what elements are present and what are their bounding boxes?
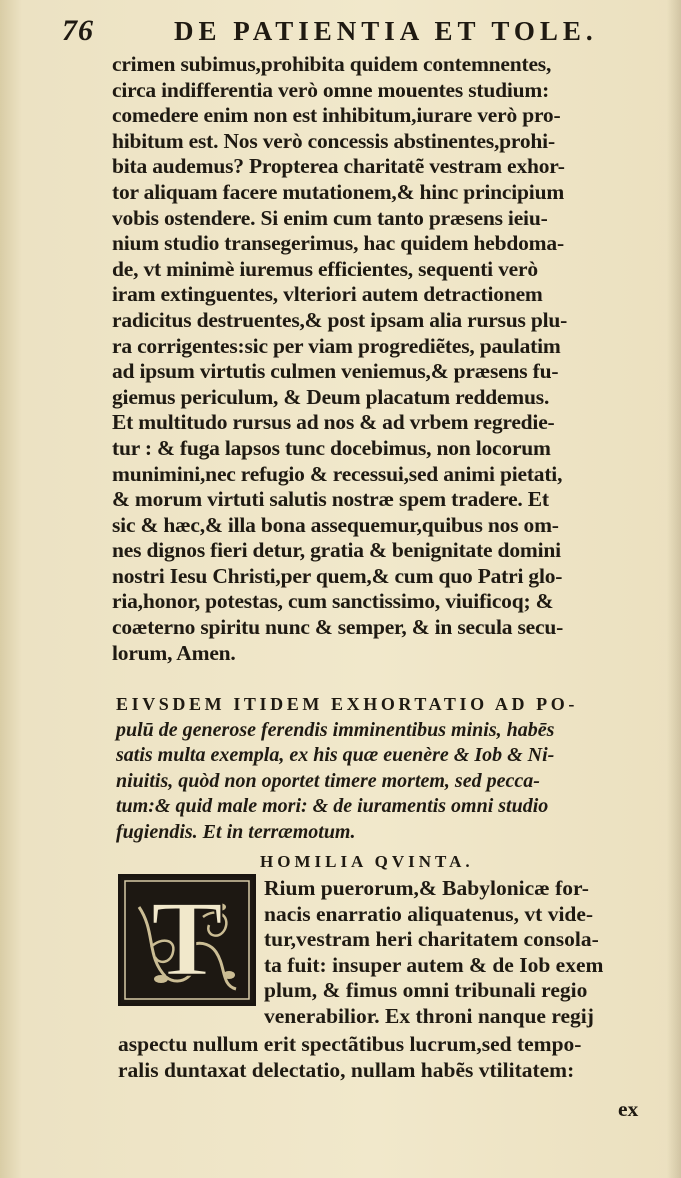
homily-opening-beside-initial: [264, 876, 664, 1030]
text-line: ta fuit: insuper autem & de Iob exem: [264, 952, 604, 977]
initial-letter: T: [150, 880, 224, 999]
text-line: bita audemus? Propterea charitatẽ vestram exhor-: [112, 154, 565, 179]
text-line: hibitum est. Nos verò concessis abstinentes,prohi-: [112, 128, 555, 153]
decorated-initial-t: [118, 874, 256, 1006]
text-line: comedere enim non est inhibitum,iurare verò pro-: [112, 103, 561, 128]
text-line: coæterno spiritu nunc & semper, & in secula secu-: [112, 615, 564, 640]
argument-line: fugiendis. Et in terræmotum.: [116, 820, 356, 843]
homily-continuation: [118, 1032, 663, 1083]
homily-title: HOMILIA QVINTA.: [260, 852, 474, 871]
text-line: nes dignos fieri detur, gratia & benignitate domini: [112, 538, 561, 563]
body-text-block: [112, 52, 657, 666]
text-line: ria,honor, potestas, cum sanctissimo, viuificoq; &: [112, 589, 554, 614]
argument-line: satis multa exempla, ex his quæ euenère & Iob & Ni-: [116, 744, 555, 767]
text-line: nostri Iesu Christi,per quem,& cum quo Patri glo-: [112, 563, 563, 588]
text-line: aspectu nullum erit spectãtibus lucrum,sed tempo-: [118, 1032, 582, 1056]
text-line: ra corrigentes:sic per viam progrediẽtes, paulatim: [112, 333, 561, 358]
text-line: vobis ostendere. Si enim cum tanto præsens ieiu-: [112, 205, 548, 230]
text-line: radicitus destruentes,& post ipsam alia rursus plu-: [112, 307, 568, 332]
text-line: Rium puerorum,& Babylonicæ for-: [264, 876, 589, 900]
text-line: ralis duntaxat delectatio, nullam habẽs vtilitatem:: [118, 1057, 575, 1082]
text-line: de, vt minimè iuremus efficientes, sequenti verò: [112, 256, 538, 281]
argument-line: pulū de generose ferendis imminentibus minis, habēs: [116, 718, 555, 741]
text-line: circa indifferentia verò omne mouentes studium:: [112, 77, 550, 102]
decorated-initial-graphic: [121, 877, 253, 1003]
page-number: 76: [62, 14, 94, 47]
page-header: [62, 14, 662, 48]
argument-heading: EIVSDEM ITIDEM EXHORTATIO AD PO-: [116, 694, 578, 714]
text-line: ad ipsum virtutis culmen veniemus,& præsens fu-: [112, 359, 559, 384]
catchword: ex: [618, 1097, 639, 1121]
text-line: nacis enarratio aliquatenus, vt vide-: [264, 901, 594, 926]
text-line: lorum, Amen.: [112, 640, 236, 665]
text-line: & morum virtuti salutis nostræ spem tradere. Et: [112, 487, 549, 512]
text-line: plum, & fimus omni tribunali regio: [264, 978, 588, 1003]
argument-line: tum:& quid male mori: & de iuramentis omni studio: [116, 795, 549, 818]
text-line: Et multitudo rursus ad nos & ad vrbem regredie-: [112, 410, 555, 435]
page-edge-shadow: [667, 0, 681, 1178]
text-line: giemus periculum, & Deum placatum reddemus.: [112, 384, 550, 409]
argument-line: niuitis, quòd non oportet timere mortem, sed pecca-: [116, 769, 540, 792]
text-line: iram extinguentes, vlteriori autem detractionem: [112, 282, 543, 307]
text-line: tur,vestram heri charitatem consola-: [264, 927, 599, 952]
text-line: tor aliquam facere mutationem,& hinc principium: [112, 179, 565, 204]
text-line: tur : & fuga lapsos tunc docebimus, non locorum: [112, 435, 551, 460]
text-line: sic & hæc,& illa bona assequemur,quibus nos om-: [112, 512, 559, 537]
text-line: munimini,nec refugio & recessui,sed animi pietati,: [112, 461, 563, 486]
homily-argument: [116, 692, 661, 846]
text-line: nium studio transegerimus, hac quidem hebdoma-: [112, 231, 564, 256]
running-head: DE PATIENTIA ET TOLE.: [174, 16, 598, 46]
text-line: crimen subimus,prohibita quidem contemnentes,: [112, 52, 552, 76]
text-line: venerabilior. Ex throni nanque regij: [264, 1003, 594, 1028]
